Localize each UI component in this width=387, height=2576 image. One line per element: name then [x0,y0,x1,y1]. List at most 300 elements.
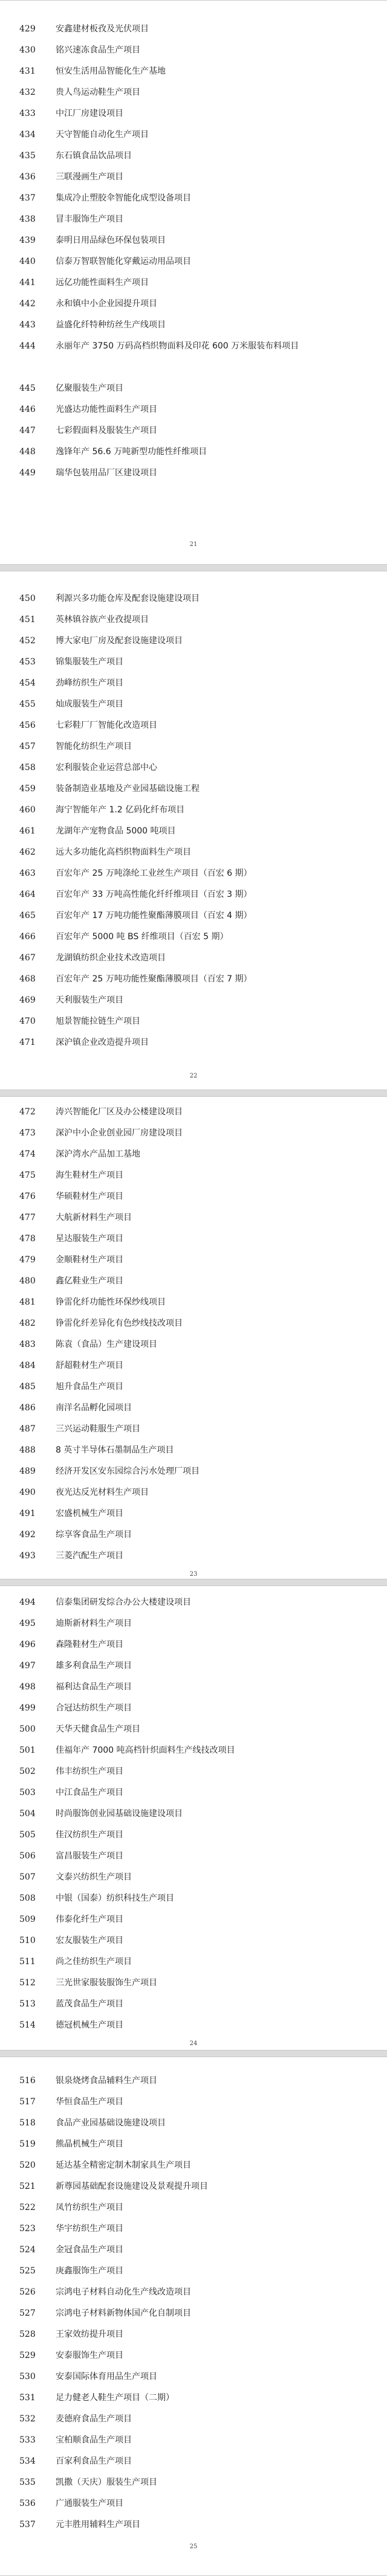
item-title: 中江食品生产项目 [56,1788,123,1797]
list-item [0,1032,387,1053]
item-number: 521 [19,2182,36,2191]
item-title: 百宏年产 25 万吨涤纶工业丝生产项目（百宏 6 期） [56,869,252,878]
document-page-2-body [0,571,387,1090]
item-number: 476 [19,1192,36,1201]
item-number: 530 [19,2372,36,2382]
list-item [0,1461,387,1482]
list-item [0,61,387,82]
list-item [0,2493,387,2514]
list-item [0,969,387,990]
list-item [0,1271,387,1292]
list-item [0,1909,387,1930]
item-title: 舒超鞋材生产项目 [56,1361,123,1370]
list-item [0,2218,387,2240]
list-item [0,715,387,736]
item-number: 500 [19,1724,36,1734]
item-title: 延达基全精密定制木制家具生产项目 [56,2160,191,2170]
list-item [0,1719,387,1740]
list-item [0,2261,387,2282]
list-item [0,1867,387,1888]
list-item [0,2113,387,2134]
list-item [0,1207,387,1229]
document-page-4 [0,1585,387,2051]
list-item [0,2176,387,2197]
item-number: 460 [19,805,36,815]
list-item [0,1677,387,1698]
item-number: 496 [19,1640,36,1649]
list-item [0,463,387,484]
item-number: 479 [19,1255,36,1265]
project-list [0,1102,387,1567]
item-number: 481 [19,1297,36,1307]
item-title: 龙湖年产宠物食品 5000 吨项目 [56,826,176,836]
item-number: 516 [19,2076,36,2086]
item-title: 佳汉纺织生产项目 [56,1830,123,1840]
list-item [0,1740,387,1761]
item-number: 483 [19,1340,36,1349]
item-number: 462 [19,847,36,857]
item-title: 迪斯新材料生产项目 [56,1619,132,1628]
list-item [0,927,387,948]
list-item [0,1144,387,1165]
item-title: 安鑫建材板孜及光伏项目 [56,24,149,34]
list-item [0,230,387,251]
list-item [0,1546,387,1567]
item-number: 459 [19,784,36,794]
item-number: 435 [19,151,36,161]
list-item [0,2282,387,2303]
item-number: 450 [19,594,36,603]
item-title: 鑫亿鞋业生产项目 [56,1276,123,1286]
item-number: 531 [19,2393,36,2403]
list-item [0,1973,387,1994]
item-title: 文泰兴纺织生产项目 [56,1872,132,1882]
item-number: 482 [19,1319,36,1328]
item-number: 464 [19,890,36,899]
item-title: 铮雷化纤差异化有色纱线技改项目 [56,1319,183,1328]
item-title: 天华天健食品生产项目 [56,1724,140,1734]
item-title: 南洋名品孵化园项目 [56,1403,132,1413]
item-number: 434 [19,130,36,140]
item-title: 铭兴速冻食品生产项目 [56,45,140,55]
item-title: 百宏年产 33 万吨高性能化纤纤维项目（百宏 3 期） [56,890,252,899]
item-number: 501 [19,1746,36,1755]
list-item [0,1524,387,1546]
item-number: 470 [19,1017,36,1026]
list-item [0,2430,387,2451]
item-title: 宗鸿电子材料自动化生产线改造项目 [56,2287,191,2297]
item-number: 440 [19,257,36,266]
item-number: 478 [19,1234,36,1244]
item-title: 宗鸿电子材料新物体国产化自制项目 [56,2308,191,2318]
item-title: 庚鑫服饰生产项目 [56,2266,123,2276]
item-number: 511 [19,1957,36,1967]
item-number: 509 [19,1915,36,1924]
list-item [0,1440,387,1461]
document-page-3 [0,1096,387,1579]
item-title: 光盛达功能性面料生产项目 [56,405,157,414]
item-title: 瑞华包装用品厂区建设项目 [56,468,157,478]
item-title: 综享客食品生产项目 [56,1530,132,1540]
list-item [0,315,387,336]
item-title: 尚之佳纺织生产项目 [56,1957,132,1967]
page-number: 23 [189,1571,198,1578]
item-number: 503 [19,1788,36,1797]
list-item [0,821,387,842]
list-item [0,1376,387,1398]
item-number: 537 [19,2520,36,2529]
item-title: 百宏年产 17 万吨功能性聚酯薄膜项目（百宏 4 期） [56,911,252,920]
item-title: 远亿功能性面料生产项目 [56,278,149,287]
item-title: 英林镇谷族产业孜提项目 [56,615,149,625]
item-number: 438 [19,214,36,224]
item-number: 494 [19,1598,36,1607]
item-number: 449 [19,468,36,478]
item-number: 492 [19,1530,36,1540]
item-title: 凯撒（天庆）服装生产项目 [56,2478,157,2487]
list-item [0,40,387,61]
item-title: 广通服装生产项目 [56,2499,123,2508]
item-number: 505 [19,1830,36,1840]
item-title: 天守智能自动化生产项目 [56,130,149,140]
item-title: 合冠达纺织生产项目 [56,1703,132,1713]
item-title: 新尊园基础配套设施建设及景观提升项目 [56,2182,208,2191]
item-title: 泰明日用品绿色环保包装项目 [56,236,166,245]
list-item [0,588,387,609]
list-item [0,1503,387,1524]
item-number: 458 [19,763,36,772]
page-number: 25 [189,2543,198,2550]
item-number: 471 [19,1038,36,1047]
list-item [0,1398,387,1419]
list-item [0,82,387,103]
list-item [0,294,387,315]
item-title: 旭景智能拉链生产项目 [56,1017,140,1026]
item-title: 龙湖镇纺织企业技术改造项目 [56,953,166,963]
item-title: 中银（国泰）纺织科技生产项目 [56,1893,174,1903]
item-number: 523 [19,2224,36,2234]
item-title: 利源兴多功能仓库及配套设施建设项目 [56,594,200,603]
list-item [0,1186,387,1207]
list-item [0,19,387,40]
list-item [0,2303,387,2324]
item-title: 深沪湾水产品加工基地 [56,1149,140,1159]
project-list [0,2070,387,2536]
item-number: 532 [19,2414,36,2424]
item-title: 旭升食品生产项目 [56,1382,123,1392]
item-title: 智能化纺织生产项目 [56,742,132,751]
item-title: 安泰国际体育用品生产项目 [56,2372,157,2382]
list-item [0,1355,387,1376]
list-item [0,800,387,821]
item-title: 海宁智能年产 1.2 亿码化纤布项目 [56,805,185,815]
item-title: 锦集服装生产项目 [56,657,123,667]
list-item [0,146,387,167]
item-number: 535 [19,2478,36,2487]
list-item [0,1634,387,1656]
item-number: 488 [19,1445,36,1455]
item-number: 453 [19,657,36,667]
item-title: 信泰集团研发综合办公大楼建设项目 [56,1598,191,1607]
list-item [0,2092,387,2113]
item-title: 装备制造业基地及产业园基础设施工程 [56,784,200,794]
item-number: 429 [19,24,36,34]
list-item [0,1011,387,1032]
item-title: 森隆鞋材生产项目 [56,1640,123,1649]
item-title: 8 英寸半导体石墨制品生产项目 [56,1445,174,1455]
list-item [0,863,387,884]
item-number: 477 [19,1213,36,1222]
item-number: 445 [19,384,36,393]
item-number: 444 [19,341,36,351]
item-number: 504 [19,1809,36,1819]
list-item [0,1592,387,1613]
list-item [0,2070,387,2092]
list-item [0,736,387,757]
item-number: 486 [19,1403,36,1413]
list-item [0,2366,387,2388]
list-item [0,1846,387,1867]
item-title: 华恒食品生产项目 [56,2097,123,2107]
item-number: 493 [19,1551,36,1561]
item-number: 467 [19,953,36,963]
item-title: 熊晶机械生产项目 [56,2139,123,2149]
list-item [0,884,387,905]
item-title: 铮雷化纤功能性环保纱线项目 [56,1297,166,1307]
list-item [0,2451,387,2472]
page-number: 22 [189,1073,198,1079]
item-number: 487 [19,1424,36,1434]
item-title: 三菱汽配生产项目 [56,1551,123,1561]
item-title: 元丰胜用辅料生产项目 [56,2520,140,2529]
item-title: 恒安生活用品智能化生产基地 [56,66,166,76]
item-title: 夜光达反光材料生产项目 [56,1488,149,1497]
list-item [0,442,387,463]
item-number: 437 [19,193,36,203]
project-list [0,19,387,484]
item-number: 472 [19,1107,36,1117]
item-title: 时尚服饰创业园基础设施建设项目 [56,1809,183,1819]
list-item [0,1229,387,1250]
item-number: 439 [19,236,36,245]
item-number: 506 [19,1851,36,1861]
item-number: 533 [19,2435,36,2445]
item-number: 431 [19,66,36,76]
item-number: 484 [19,1361,36,1370]
document-page-1 [0,0,387,565]
item-number: 519 [19,2139,36,2149]
item-title: 足力健老人鞋生产项目（二期） [56,2393,174,2403]
item-number: 473 [19,1128,36,1138]
item-title: 涛兴智能化厂区及办公楼建设项目 [56,1107,183,1117]
list-item [0,1782,387,1804]
item-number: 495 [19,1619,36,1628]
item-title: 永丽年产 3750 万码高档织物面料及印花 600 万米服装布料项目 [56,341,299,351]
item-title: 永和镇中小企业园提升项目 [56,299,157,309]
list-item [0,2409,387,2430]
list-item [0,188,387,209]
item-title: 麦德府食品生产项目 [56,2414,132,2424]
item-title: 陈袁（食品）生产建设项目 [56,1340,157,1349]
item-number: 430 [19,45,36,55]
item-number: 508 [19,1893,36,1903]
list-item [0,1292,387,1313]
item-title: 佳福年产 7000 吨高档针织面料生产线技改项目 [56,1746,235,1755]
item-title: 富昌服装生产项目 [56,1851,123,1861]
item-title: 伟泰化纤生产项目 [56,1915,123,1924]
list-item [0,1250,387,1271]
list-item [0,2472,387,2493]
list-item [0,757,387,779]
item-title: 博大家电厂房及配套设施建设项目 [56,636,183,646]
list-item [0,1102,387,1123]
item-number: 491 [19,1509,36,1518]
list-item [0,631,387,652]
item-number: 524 [19,2245,36,2255]
list-item [0,779,387,800]
list-item [0,1419,387,1440]
item-title: 金顺鞋材生产项目 [56,1255,123,1265]
item-title: 集成冷止塑胶伞智能化成型设备项目 [56,193,191,203]
item-title: 百宏年产 5000 吨 BS 纤维项目（百宏 5 期） [56,932,229,942]
item-number: 441 [19,278,36,287]
item-title: 深沪镇企业改造提升项目 [56,1038,149,1047]
list-item [0,167,387,188]
list-item [0,1313,387,1334]
item-title: 七彩鞋厂厂智能化改造项目 [56,721,157,730]
item-number: 513 [19,1999,36,2009]
item-number: 514 [19,2020,36,2030]
item-number: 527 [19,2308,36,2318]
item-number: 489 [19,1466,36,1476]
list-item [0,1698,387,1719]
item-title: 三光世家服装服饰生产项目 [56,1978,157,1988]
item-title: 凤竹纺织生产项目 [56,2203,123,2212]
item-number: 502 [19,1767,36,1776]
item-number: 463 [19,869,36,878]
item-number: 457 [19,742,36,751]
item-number: 442 [19,299,36,309]
list-item [0,209,387,230]
list-item [0,990,387,1011]
page-number: 21 [189,541,198,548]
list-item [0,609,387,631]
item-number: 517 [19,2097,36,2107]
item-title: 安泰服饰生产项目 [56,2351,123,2360]
list-item [0,1334,387,1355]
list-item [0,694,387,715]
item-number: 512 [19,1978,36,1988]
item-number: 522 [19,2203,36,2212]
item-number: 433 [19,109,36,118]
item-number: 536 [19,2499,36,2508]
item-title: 中江厂房建设项目 [56,109,123,118]
list-item [0,2388,387,2409]
item-number: 520 [19,2160,36,2170]
item-number: 432 [19,88,36,97]
list-item [0,1165,387,1186]
list-item [0,420,387,442]
item-title: 雄多利食品生产项目 [56,1661,132,1671]
item-title: 华硕鞋材生产项目 [56,1192,123,1201]
item-number: 490 [19,1488,36,1497]
list-item [0,1930,387,1951]
list-item [0,1123,387,1144]
item-title: 蓝茂食品生产项目 [56,1999,123,2009]
item-title: 深沪中小企业创业园厂房建设项目 [56,1128,183,1138]
item-number: 436 [19,172,36,182]
list-item [0,842,387,863]
item-number: 475 [19,1171,36,1180]
item-number: 518 [19,2118,36,2128]
item-number: 465 [19,911,36,920]
item-title: 贵人鸟运动鞋生产项目 [56,88,140,97]
item-number: 499 [19,1703,36,1713]
list-item [0,2345,387,2366]
item-number: 469 [19,995,36,1005]
item-title: 三兴运动鞋服生产项目 [56,1424,140,1434]
list-item [0,124,387,146]
item-title: 福利达食品生产项目 [56,1682,132,1692]
list-item [0,2240,387,2261]
item-title: 三联漫画生产项目 [56,172,123,182]
item-title: 益盛化纤特种纺丝生产线项目 [56,320,166,330]
item-title: 百家利食品生产项目 [56,2456,132,2466]
item-number: 461 [19,826,36,836]
item-title: 德冠机械生产项目 [56,2020,123,2030]
list-item [0,2514,387,2536]
document-page-5 [0,2057,387,2576]
item-title: 宏友服装生产项目 [56,1936,123,1945]
list-item [0,2197,387,2218]
item-number: 452 [19,636,36,646]
item-title: 宏利服装企业运营总部中心 [56,763,157,772]
list-item [0,399,387,420]
list-item [0,1804,387,1825]
item-title: 经济开发区安东园综合污水处理厂项目 [56,1466,200,1476]
item-number: 497 [19,1661,36,1671]
item-number: 474 [19,1149,36,1159]
item-title: 七彩假面料及服装生产项目 [56,426,157,435]
list-item [0,1761,387,1782]
item-title: 劲峰纺织生产项目 [56,678,123,688]
item-number: 443 [19,320,36,330]
list-item [0,2155,387,2176]
list-item [0,1951,387,1973]
list-item [0,2015,387,2036]
item-title: 银泉烧烤食品辅料生产项目 [56,2076,157,2086]
item-title: 远大多功能化高档织物面料生产项目 [56,847,191,857]
list-item [0,652,387,673]
item-title: 东石镇食品饮品项目 [56,151,132,161]
item-number: 447 [19,426,36,435]
item-number: 448 [19,447,36,457]
item-number: 446 [19,405,36,414]
item-title: 伟丰纺织生产项目 [56,1767,123,1776]
list-item [0,1994,387,2015]
list-item [0,1825,387,1846]
item-title: 冒丰服饰生产项目 [56,214,123,224]
item-number: 498 [19,1682,36,1692]
item-title: 宏盛机械生产项目 [56,1509,123,1518]
item-title: 宝柏顺食品生产项目 [56,2435,132,2445]
list-item [0,272,387,294]
item-title: 星达服装生产项目 [56,1234,123,1244]
item-title: 信泰万智联智能化穿戴运动用品项目 [56,257,191,266]
item-number: 480 [19,1276,36,1286]
item-title: 食品产业园基础设施建设项目 [56,2118,166,2128]
project-list [0,588,387,1053]
